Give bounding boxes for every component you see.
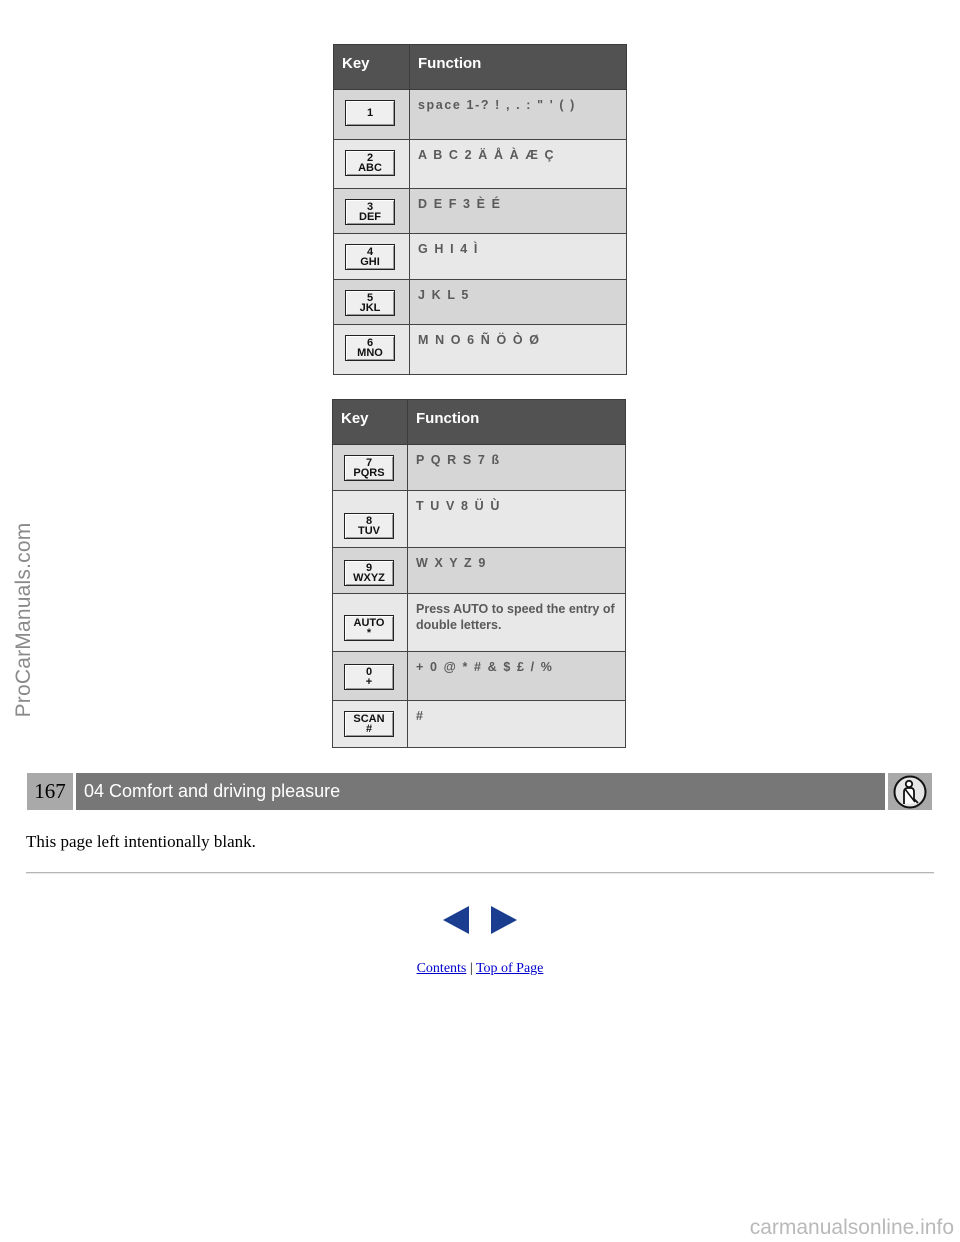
top-of-page-link[interactable]: Top of Page xyxy=(475,961,544,976)
table-header-function: Function xyxy=(408,400,626,445)
function-cell xyxy=(410,280,627,325)
side-watermark: ProCarManuals.com xyxy=(12,522,35,718)
function-text: space 1-? ! , . : " ' ( ) xyxy=(418,98,576,112)
bottom-watermark: carmanualsonline.info xyxy=(749,1216,954,1239)
key-cell xyxy=(334,280,410,325)
key-5-icon: 5 JKL xyxy=(345,290,395,316)
function-cell xyxy=(410,234,627,280)
function-text: J K L 5 xyxy=(418,288,470,302)
key-3-icon: 3 DEF xyxy=(345,199,395,225)
key-cell xyxy=(333,445,408,491)
function-cell xyxy=(410,325,627,375)
function-text: T U V 8 Ü Ù xyxy=(416,499,501,513)
function-cell xyxy=(408,701,626,748)
page-number: 167 xyxy=(27,773,76,810)
key-cell xyxy=(333,594,408,652)
function-cell xyxy=(408,548,626,594)
table-header-key: Key xyxy=(334,45,410,90)
function-cell xyxy=(410,90,627,140)
key-scan-icon: SCAN # xyxy=(344,711,394,737)
function-text: Press AUTO to speed the entry of double letters. xyxy=(416,602,615,632)
footer-links xyxy=(0,961,960,977)
key-0-icon: 0 + xyxy=(344,664,394,690)
key-8-icon: 8 TUV xyxy=(344,513,394,539)
link-separator: | xyxy=(469,961,473,976)
function-cell xyxy=(408,594,626,652)
key-9-icon: 9 WXYZ xyxy=(344,560,394,586)
key-cell xyxy=(334,189,410,234)
function-text: P Q R S 7 ß xyxy=(416,453,501,467)
function-cell xyxy=(408,491,626,548)
key-cell xyxy=(333,701,408,748)
seat-belt-person-icon xyxy=(885,773,932,810)
table-header-function: Function xyxy=(410,45,627,90)
key-1-icon: 1 xyxy=(345,100,395,126)
section-title: 04 Comfort and driving pleasure xyxy=(84,781,341,801)
key-cell xyxy=(334,325,410,375)
page-navigation xyxy=(443,906,517,934)
section-header-bar xyxy=(27,773,932,810)
function-text: M N O 6 Ñ Ö Ò Ø xyxy=(418,333,541,347)
function-text: G H I 4 Ì xyxy=(418,242,479,256)
key-cell xyxy=(333,652,408,701)
blank-page-note: This page left intentionally blank. xyxy=(26,832,256,851)
function-text: D E F 3 È É xyxy=(418,197,502,211)
keypad-table-1 xyxy=(333,44,627,375)
keypad-table-2 xyxy=(332,399,626,748)
function-cell xyxy=(410,140,627,189)
horizontal-divider xyxy=(26,872,934,874)
contents-link[interactable]: Contents xyxy=(416,961,467,976)
key-6-icon: 6 MNO xyxy=(345,335,395,361)
function-cell xyxy=(408,445,626,491)
key-cell xyxy=(333,548,408,594)
key-auto-icon: AUTO * xyxy=(344,615,394,641)
key-cell xyxy=(333,491,408,548)
key-7-icon: 7 PQRS xyxy=(344,455,394,481)
key-cell xyxy=(334,234,410,280)
function-text: A B C 2 Ä Å À Æ Ç xyxy=(418,148,556,162)
function-cell xyxy=(410,189,627,234)
key-cell xyxy=(334,90,410,140)
key-2-icon: 2 ABC xyxy=(345,150,395,176)
function-text: W X Y Z 9 xyxy=(416,556,487,570)
key-cell xyxy=(334,140,410,189)
table-header-key: Key xyxy=(333,400,408,445)
function-text: + 0 @ * # & $ £ / % xyxy=(416,660,554,674)
left-triangle-arrow-icon[interactable] xyxy=(443,906,469,934)
key-4-icon: 4 GHI xyxy=(345,244,395,270)
function-text: # xyxy=(416,709,425,723)
right-triangle-arrow-icon[interactable] xyxy=(491,906,517,934)
function-cell xyxy=(408,652,626,701)
